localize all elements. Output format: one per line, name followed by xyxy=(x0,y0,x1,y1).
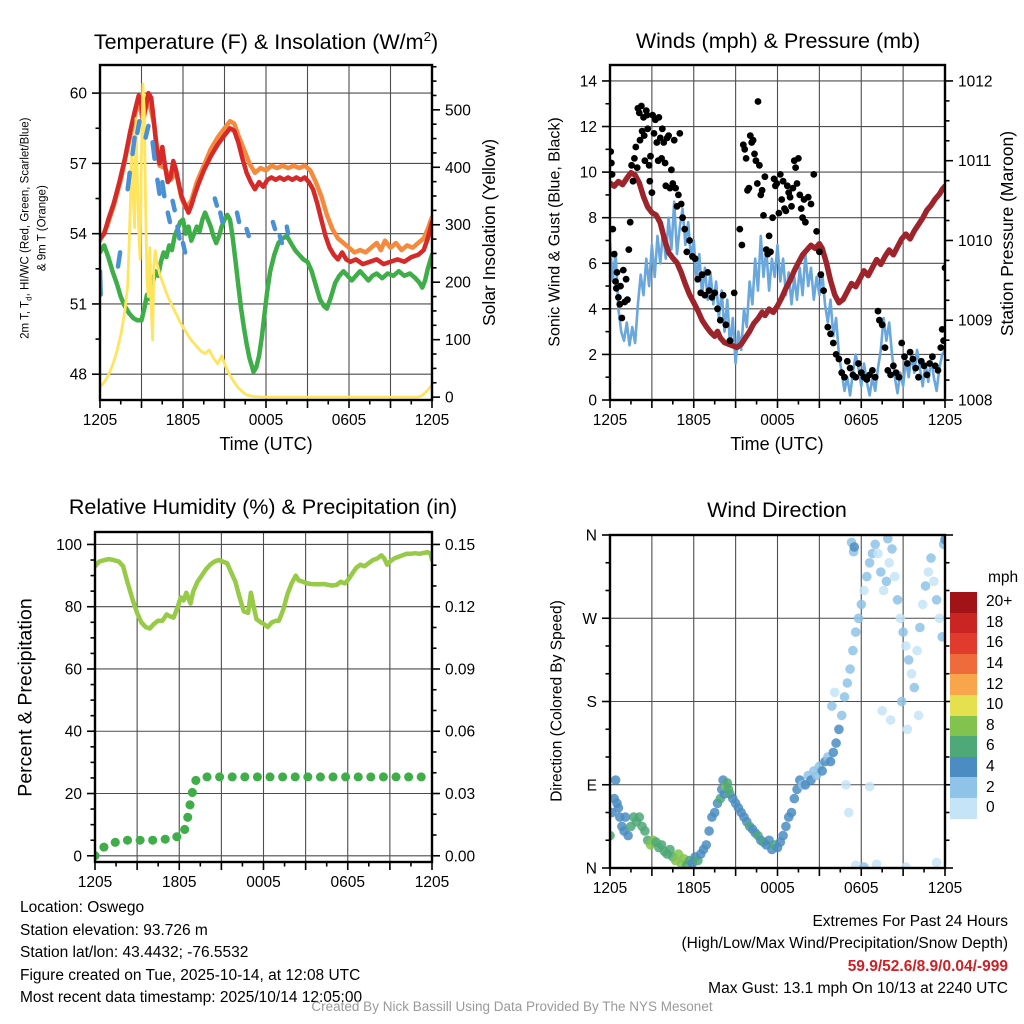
legend-label: 10 xyxy=(986,696,1004,714)
legend-label: 2 xyxy=(986,778,995,796)
legend-entry xyxy=(950,798,1024,819)
svg-text:1205: 1205 xyxy=(927,880,963,897)
svg-text:0.03: 0.03 xyxy=(445,786,476,804)
legend-swatch xyxy=(950,633,977,654)
svg-text:1205: 1205 xyxy=(414,874,450,891)
svg-text:S: S xyxy=(586,694,597,711)
wind-direction-chart-title: Wind Direction xyxy=(707,498,847,522)
svg-text:500: 500 xyxy=(445,102,471,120)
max-gust: Max Gust: 13.1 mph On 10/13 at 2240 UTC xyxy=(708,980,1008,998)
legend-label: 20+ xyxy=(986,593,1013,611)
legend-title: mph xyxy=(988,569,1019,586)
svg-text:0605: 0605 xyxy=(331,412,367,429)
svg-text:E: E xyxy=(586,777,597,795)
svg-text:N: N xyxy=(585,860,597,878)
legend-swatch xyxy=(950,716,977,737)
svg-text:W: W xyxy=(582,610,597,628)
svg-text:0005: 0005 xyxy=(760,412,795,429)
station-info xyxy=(20,897,362,1010)
credit-line: Created By Nick Bassill Using Data Provided By The NYS Mesonet xyxy=(311,999,713,1014)
svg-text:4: 4 xyxy=(588,301,597,319)
svg-text:14: 14 xyxy=(579,73,597,91)
legend-entry xyxy=(950,674,1024,695)
wind-x-axis-label: Time (UTC) xyxy=(730,434,824,454)
svg-text:0: 0 xyxy=(445,389,454,407)
legend-entry xyxy=(950,777,1024,798)
extremes-info xyxy=(682,911,1009,1001)
svg-text:1205: 1205 xyxy=(927,412,963,429)
legend-label: 18 xyxy=(986,613,1004,631)
svg-text:80: 80 xyxy=(64,599,82,617)
svg-text:20: 20 xyxy=(64,786,82,804)
legend-swatch xyxy=(950,654,977,675)
legend-entry xyxy=(950,633,1024,654)
svg-text:0.12: 0.12 xyxy=(445,599,476,617)
wind-left-axis-label: Sonic Wind & Gust (Blue, Black) xyxy=(546,117,564,347)
svg-text:40: 40 xyxy=(64,723,82,741)
legend-label: 8 xyxy=(986,716,995,734)
svg-text:100: 100 xyxy=(445,332,471,350)
svg-text:1805: 1805 xyxy=(676,880,711,897)
svg-text:60: 60 xyxy=(64,661,82,679)
legend-swatch xyxy=(950,695,977,716)
legend-entry xyxy=(950,736,1024,757)
svg-text:0.15: 0.15 xyxy=(445,536,476,554)
legend-entry xyxy=(950,654,1024,675)
svg-text:1011: 1011 xyxy=(958,153,992,171)
svg-text:0: 0 xyxy=(73,848,82,866)
svg-text:48: 48 xyxy=(69,366,87,384)
legend-swatch xyxy=(950,736,977,757)
station-elevation: Station elevation: 93.726 m xyxy=(20,921,208,939)
svg-text:1205: 1205 xyxy=(82,412,118,429)
extremes-values: 59.9/52.6/8.9/0.04/-999 xyxy=(847,957,1008,975)
svg-text:12: 12 xyxy=(579,119,597,137)
extremes-title: Extremes For Past 24 Hours xyxy=(812,913,1008,930)
legend-label: 0 xyxy=(986,799,995,817)
svg-text:8: 8 xyxy=(588,210,597,228)
station-location: Location: Oswego xyxy=(20,899,145,916)
legend-label: 14 xyxy=(986,655,1004,673)
svg-text:300: 300 xyxy=(445,217,471,235)
svg-text:1205: 1205 xyxy=(77,874,113,891)
svg-text:60: 60 xyxy=(69,85,87,103)
legend-swatch xyxy=(950,674,977,695)
temp-insolation-chart-title: Temperature (F) & Insolation $(W/m^2)$ xyxy=(93,29,439,55)
svg-text:1805: 1805 xyxy=(162,874,197,891)
legend-swatch xyxy=(950,798,977,819)
svg-text:0605: 0605 xyxy=(330,874,365,891)
svg-text:0605: 0605 xyxy=(844,412,879,429)
svg-text:200: 200 xyxy=(445,274,471,292)
svg-text:10: 10 xyxy=(579,164,597,182)
svg-text:N: N xyxy=(585,527,597,545)
svg-text:0: 0 xyxy=(588,392,597,410)
legend-entry xyxy=(950,695,1024,716)
svg-text:0.00: 0.00 xyxy=(445,848,476,866)
legend-rows xyxy=(950,592,1024,819)
legend-label: 6 xyxy=(986,737,995,755)
legend-entry xyxy=(950,757,1024,778)
svg-text:57: 57 xyxy=(69,155,87,173)
winds-pressure-chart-title: Winds (mph) & Pressure (mb) xyxy=(635,29,921,53)
legend-entry xyxy=(950,716,1024,737)
svg-text:54: 54 xyxy=(69,226,87,244)
direction-left-axis-label: Direction (Colored By Speed) xyxy=(548,600,566,802)
svg-text:6: 6 xyxy=(588,255,597,273)
humidity-precip-chart-title: Relative Humidity (%) & Precipitation (in) xyxy=(68,495,458,519)
svg-text:1805: 1805 xyxy=(676,412,711,429)
legend-swatch xyxy=(950,757,977,778)
svg-text:1010: 1010 xyxy=(958,232,993,250)
speed-color-legend xyxy=(950,569,1024,819)
humidity-left-axis-label: Percent & Precipitation xyxy=(14,598,37,797)
svg-text:0.06: 0.06 xyxy=(445,723,476,741)
svg-text:1205: 1205 xyxy=(592,412,628,429)
legend-swatch xyxy=(950,777,977,798)
svg-text:0005: 0005 xyxy=(248,412,284,429)
legend-entry xyxy=(950,613,1024,634)
svg-text:400: 400 xyxy=(445,159,471,177)
data-timestamp: Most recent data timestamp: 2025/10/14 12:05:00 xyxy=(20,989,363,1007)
temp-x-axis-label: Time (UTC) xyxy=(219,434,313,454)
svg-text:1205: 1205 xyxy=(592,880,628,897)
svg-text:0.09: 0.09 xyxy=(445,661,476,679)
svg-text:1008: 1008 xyxy=(958,392,993,410)
legend-swatch xyxy=(950,592,977,613)
legend-label: 12 xyxy=(986,675,1004,693)
extremes-subtitle: (High/Low/Max Wind/Precipitation/Snow Depth) xyxy=(681,935,1008,953)
svg-text:0005: 0005 xyxy=(760,880,795,897)
legend-swatch xyxy=(950,613,977,634)
svg-text:1012: 1012 xyxy=(958,73,993,91)
svg-text:0005: 0005 xyxy=(246,874,281,891)
station-latlon: Station lat/lon: 43.4432; -76.5532 xyxy=(20,944,249,962)
legend-entry xyxy=(950,592,1024,613)
svg-text:51: 51 xyxy=(69,296,87,314)
figure-created: Figure created on Tue, 2025-10-14, at 12:08 UTC xyxy=(20,966,361,984)
svg-text:0605: 0605 xyxy=(844,880,879,897)
pressure-right-axis-label: Station Pressure (Maroon) xyxy=(997,130,1017,337)
svg-text:1205: 1205 xyxy=(414,412,450,429)
insolation-right-axis-label: Solar Insolation (Yellow) xyxy=(479,138,499,327)
legend-label: 4 xyxy=(986,758,995,776)
legend-label: 16 xyxy=(986,634,1004,652)
svg-text:1805: 1805 xyxy=(165,412,201,429)
svg-text:2: 2 xyxy=(588,346,597,364)
svg-text:100: 100 xyxy=(56,536,82,554)
temp-left-axis-label: 2m T, $T_d$, HI/WC (Red, Green, Scarlet/Blue) & 9m T (Orange) xyxy=(19,117,49,339)
svg-text:1009: 1009 xyxy=(958,312,993,330)
